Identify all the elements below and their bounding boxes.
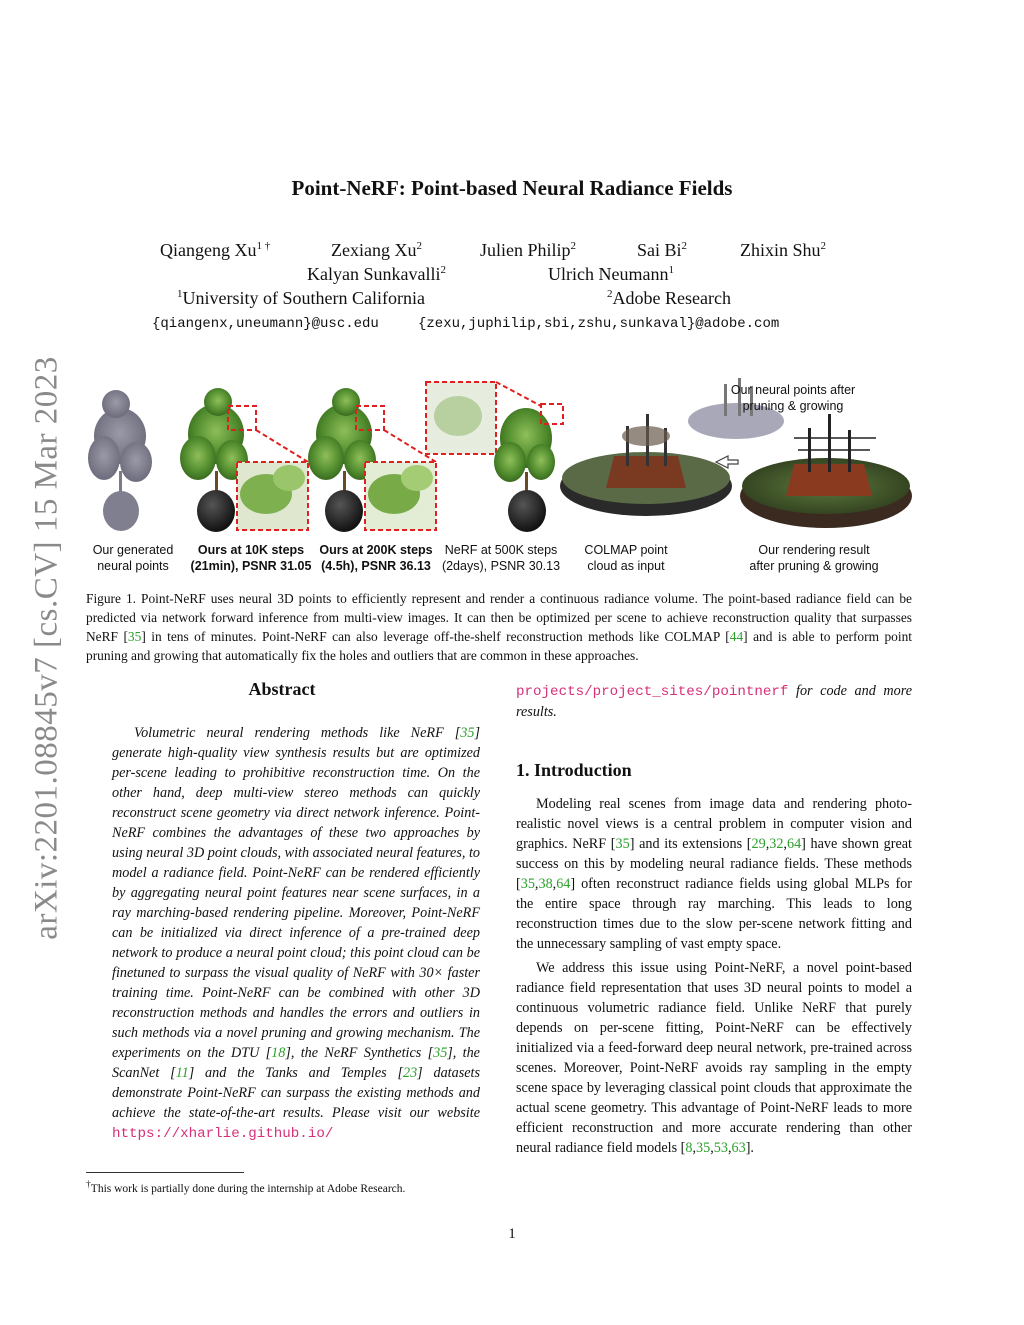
introduction-heading: 1. Introduction — [516, 760, 632, 780]
abstract-continuation: projects/project_sites/pointnerf for code and more results. — [516, 683, 912, 720]
affiliation-2: $^2$Adobe Research — [607, 288, 731, 308]
figure-label-ours-10k: Ours at 10K steps (21min), PSNR 31.05 — [190, 543, 312, 573]
citation-link[interactable]: 35 — [127, 629, 142, 644]
citation-link[interactable]: 35 — [696, 1140, 711, 1156]
author-1: Qiangeng $Xu^{1 \dagger}$ — [160, 240, 271, 260]
citation-link[interactable]: 53 — [713, 1140, 728, 1156]
citation-link[interactable]: 11 — [175, 1065, 189, 1081]
citation-link[interactable]: 35 — [520, 876, 535, 892]
citation-link[interactable]: 38 — [538, 876, 553, 892]
figure-label-colmap: COLMAP point cloud as input — [584, 543, 668, 573]
citation-link[interactable]: 35 — [615, 836, 630, 852]
citation-link[interactable]: 23 — [402, 1065, 418, 1081]
intro-paragraph-2: We address this issue using Point-NeRF, a novel point-based radiance field representation that uses 3D neural points to model a continuous volumetric radiance field. Unlike NeRF that purely depends on per-scene fitting, Point-NeRF can be effectively initialized via a feed-forward deep neural network, pre-trained across scenes. Moreover, Point-NeRF avoids ray sampling in the empty scene space by leveraging classical point clouds that approximate the actual scene geometry. This advantage of Point-NeRF leads to more efficient reconstruction and more accurate rendering than other neural radiance field models [8,35,53,63]. — [516, 960, 912, 1156]
author-2: Zexiang Xu$^2$ — [331, 240, 422, 260]
website-link[interactable]: https://xharlie.github.io/ — [112, 1126, 334, 1142]
citation-link[interactable]: 8 — [685, 1140, 693, 1156]
nerf-500k-plant-image — [426, 382, 563, 532]
email-adobe: {zexu,juphilip,sbi,zshu,sunkaval}@adobe.com — [418, 316, 780, 332]
author-3: Julien Philip$^2$ — [480, 240, 577, 260]
introduction-body — [516, 794, 912, 1158]
citation-link[interactable]: 29 — [751, 836, 766, 852]
footnote: †This work is partially done during the internship at Adobe Research. — [86, 1179, 406, 1195]
website-link-continued[interactable]: projects/project_sites/pointnerf — [516, 684, 789, 700]
page-number: 1 — [508, 1226, 516, 1242]
citation-link[interactable]: 35 — [433, 1045, 448, 1061]
abstract-heading: Abstract — [248, 679, 316, 699]
citation-link[interactable]: 35 — [460, 725, 475, 741]
figure-top-label: Our neural points after pruning & growing — [730, 383, 856, 413]
arxiv-stamp — [22, 348, 72, 948]
ours-200k-plant-image — [308, 388, 436, 532]
author-7: Ulrich Neumann$^1$ — [548, 264, 674, 284]
figure-label-nerf-500k: NeRF at 500K steps (2days), PSNR 30.13 — [441, 543, 561, 573]
neural-points-plant-image — [88, 390, 152, 531]
figure-caption: Figure 1. Point-NeRF uses neural 3D points to efficiently represent and render a continuous radiance volume. The point-based radiance field can be predicted via network forward inference from multi-view images. It can then be optimized per scene to achieve reconstruction quality that surpasses NeRF [35] in tens of minutes. Point-NeRF can also leverage off-the-shelf reconstruction methods like COLMAP [44] and is able to perform point pruning and growing that automatically fix the holes and outliers that are common in these approaches. — [86, 591, 912, 663]
ours-10k-plant-image — [180, 388, 308, 532]
citation-link[interactable]: 44 — [729, 629, 744, 644]
figure-label-neural-points: Our generated neural points — [92, 543, 174, 573]
author-5: Zhixin Shu$^2$ — [740, 240, 827, 260]
affiliation-1: $^1$University of Southern California — [177, 288, 425, 308]
figure-label-ours-200k: Ours at 200K steps (4.5h), PSNR 36.13 — [319, 543, 433, 573]
citation-link[interactable]: 32 — [769, 836, 784, 852]
author-4: Sai Bi$^2$ — [637, 240, 688, 260]
arxiv-stamp-text: arXiv:2201.08845v7 [cs.CV] 15 Mar 2023 — [28, 356, 65, 940]
footnote-divider — [86, 1172, 244, 1173]
citation-link[interactable]: 64 — [556, 876, 571, 892]
author-6: Kalyan Sunkavalli$^2$ — [307, 264, 446, 284]
email-usc: {qiangenx,uneumann}@usc.edu — [152, 316, 379, 332]
citation-link[interactable]: 63 — [731, 1140, 746, 1156]
citation-link[interactable]: 18 — [271, 1045, 286, 1061]
figure-label-rendering-result: Our rendering result after pruning & growing — [749, 543, 879, 573]
intro-paragraph-1: Modeling real scenes from image data and rendering photo-realistic novel views is a central problem in computer vision and graphics. NeRF [35] and its extensions [29,32,64] have shown great success on this by modeling neural radiance fields. These methods [35,38,64] often reconstruct radiance fields using global MLPs for the entire space through ray marching. This leads to long reconstruction times due to the slow per-scene network fitting and the unnecessary sampling of vast empty space. — [516, 796, 912, 952]
citation-link[interactable]: 64 — [786, 836, 802, 852]
abstract-text: Volumetric neural rendering methods like NeRF [35] generate high-quality view synthesis results but are optimized per-scene leading to prohibitive reconstruction time. On the other hand, deep multi-view stereo methods can quickly reconstruct scene geometry via direct network inference. Point-NeRF combines the advantages of these two approaches by using neural 3D point clouds, with associated neural features, to model a radiance field. Point-NeRF can be rendered efficiently by aggregating neural point features near scene surfaces, in a ray marching-based rendering pipeline. Moreover, Point-NeRF can be initialized via direct inference of a pre-trained deep network to produce a neural point cloud; this point cloud can be finetuned to surpass the visual quality of NeRF with 30× faster training time. Point-NeRF can be combined with other 3D reconstruction methods and handles the errors and outliers in such methods via a novel pruning and growing mechanism. The experiments on the DTU [18], the NeRF Synthetics [35], the ScanNet [11] and the Tanks and Temples [23] datasets demonstrate Point-NeRF can surpass the existing methods and achieve the state-of-the-art results. Please visit our website https://xharlie.github.io/ — [112, 725, 480, 1142]
paper-title: Point-NeRF: Point-based Neural Radiance Fields — [291, 176, 733, 200]
